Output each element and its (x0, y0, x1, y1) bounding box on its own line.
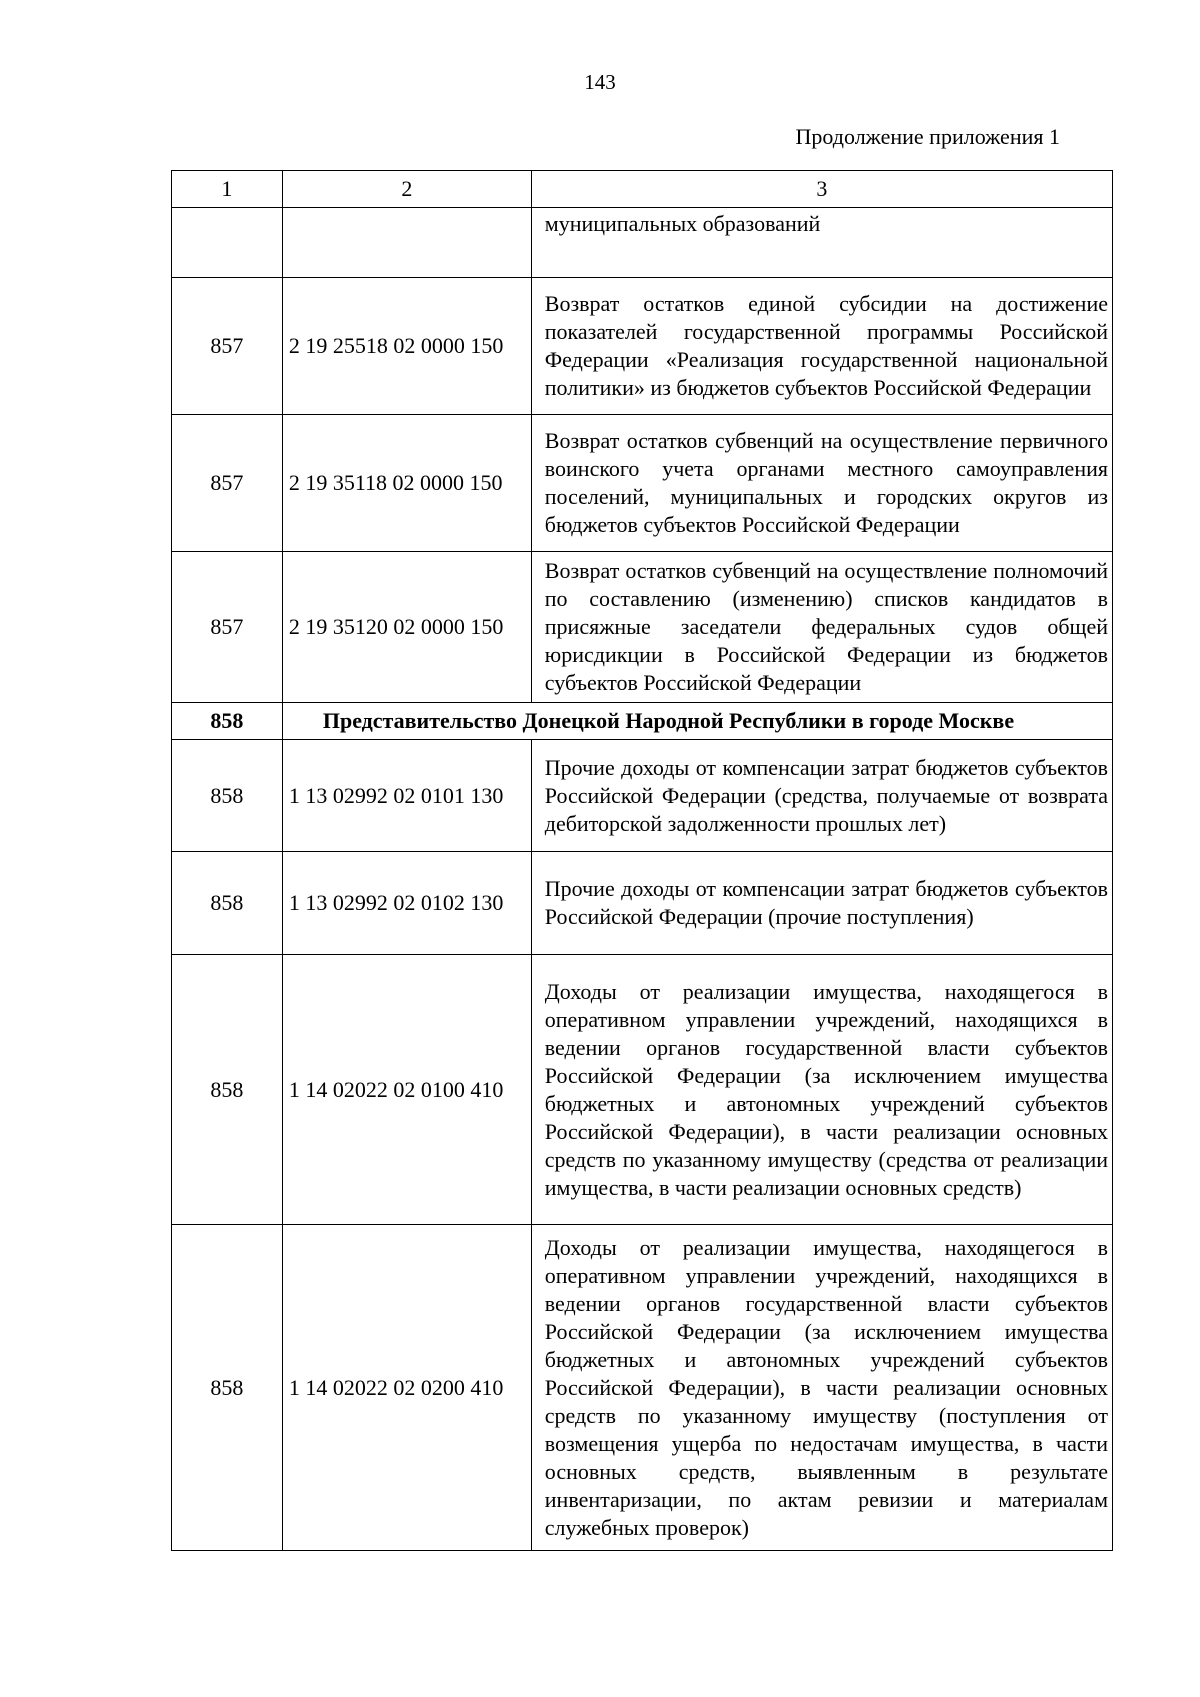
cell-admin-code: 857 (172, 415, 283, 552)
cell-description: Прочие доходы от компенсации затрат бюджетов субъектов Российской Федерации (средства, получаемые от возврата дебиторской задолженности прошлых лет) (531, 740, 1112, 852)
cell-income-code: 2 19 25518 02 0000 150 (282, 278, 531, 415)
cell-description: Возврат остатков субвенций на осуществление полномочий по составлению (изменению) списков кандидатов в присяжные заседатели федеральных судов общей юрисдикции в Российской Федерации из бюджетов субъектов Российской Федерации (531, 552, 1112, 703)
continuation-label: Продолжение приложения 1 (795, 124, 1060, 149)
table-row (172, 278, 1113, 415)
cell-admin-code: 857 (172, 278, 283, 415)
table-row (172, 740, 1113, 852)
table-row (172, 415, 1113, 552)
header-col-3: 3 (531, 171, 1112, 208)
table-row (172, 208, 1113, 278)
cell-admin-code: 858 (172, 955, 283, 1225)
cell-income-code: 1 14 02022 02 0100 410 (282, 955, 531, 1225)
table-row (172, 552, 1113, 703)
section-admin-code: 858 (172, 703, 283, 740)
table-row (172, 852, 1113, 955)
cell-income-code: 1 13 02992 02 0102 130 (282, 852, 531, 955)
table-row (172, 955, 1113, 1225)
table-row (172, 1225, 1113, 1551)
cell-description: Доходы от реализации имущества, находящегося в оперативном управлении учреждений, находящихся в ведении органов государственной власти субъектов Российской Федерации (за исключением имущества бюджетных и автономных учреждений субъектов Российской Федерации), в части реализации основных средств по указанному имуществу (поступления от возмещения ущерба по недостачам имущества, в части основных средств, выявленным в результате инвентаризации, по актам ревизии и материалам служебных проверок) (531, 1225, 1112, 1551)
cell-income-code: 2 19 35120 02 0000 150 (282, 552, 531, 703)
cell-admin-code: 858 (172, 1225, 283, 1551)
cell-description: Возврат остатков единой субсидии на достижение показателей государственной программы Российской Федерации «Реализация государственной национальной политики» из бюджетов субъектов Российской Федерации (531, 278, 1112, 415)
cell-description: Возврат остатков субвенций на осуществление первичного воинского учета органами местного самоуправления поселений, муниципальных и городских округов из бюджетов субъектов Российской Федерации (531, 415, 1112, 552)
cell-income-code: 1 14 02022 02 0200 410 (282, 1225, 531, 1551)
cell-description: Доходы от реализации имущества, находящегося в оперативном управлении учреждений, находящихся в ведении органов государственной власти субъектов Российской Федерации (за исключением имущества бюджетных и автономных учреждений субъектов Российской Федерации), в части реализации основных средств по указанному имуществу (средства от реализации имущества, в части реализации основных средств) (531, 955, 1112, 1225)
income-codes-table (171, 170, 1113, 1551)
table-header-row (172, 171, 1113, 208)
cell-income-code: 1 13 02992 02 0101 130 (282, 740, 531, 852)
cell-admin-code: 857 (172, 552, 283, 703)
cell-admin-code: 858 (172, 852, 283, 955)
cell-admin-code (172, 208, 283, 278)
cell-income-code (282, 208, 531, 278)
page-number: 143 (584, 70, 616, 94)
section-title: Представительство Донецкой Народной Республики в городе Москве (282, 703, 1112, 740)
header-col-2: 2 (282, 171, 531, 208)
cell-description: Прочие доходы от компенсации затрат бюджетов субъектов Российской Федерации (прочие поступления) (531, 852, 1112, 955)
cell-admin-code: 858 (172, 740, 283, 852)
cell-income-code: 2 19 35118 02 0000 150 (282, 415, 531, 552)
section-row (172, 703, 1113, 740)
header-col-1: 1 (172, 171, 283, 208)
cell-description: муниципальных образований (531, 208, 1112, 278)
